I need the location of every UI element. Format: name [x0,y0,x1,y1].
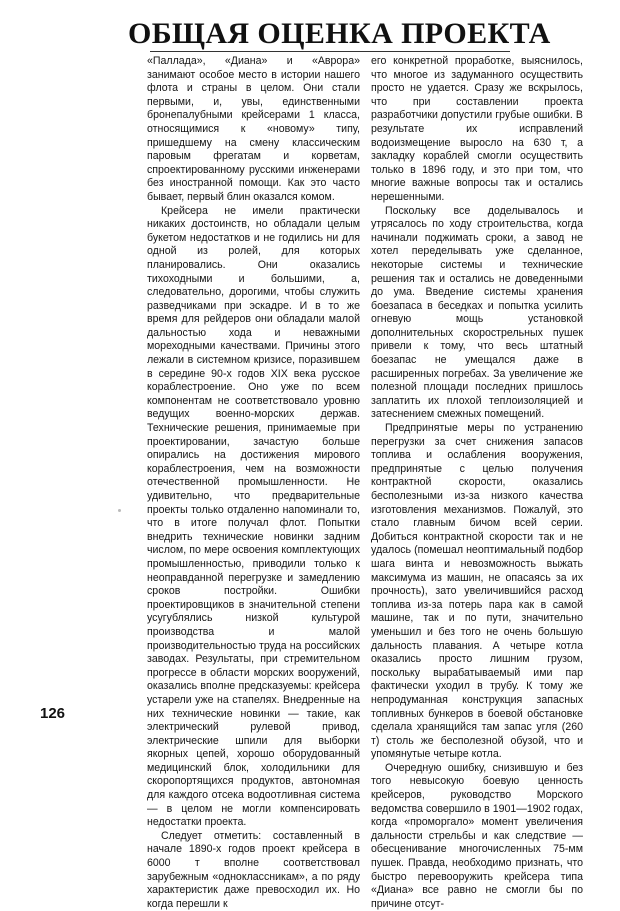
right-paragraph-3: Предпринятые меры по устранению перегрузки за счет снижения запасов топлива и ослабления вооружения, предпринятые с целью получения контрактной скорости, оказались бесполезными из-за низкого качества изготовления механизмов. Пожалуй, это стало главным бичом всей серии. Добиться контрактной скорости так и не удалось (помешал неоптимальный подбор шага винта и невозможность выжать максимума из машин, не опасаясь за их прочность), зато увеличившийся расход топлива из-за потерь пара как в самой машине, так и по пути, значительно уменьшил и без того не очень большую дальность плавания. А четыре котла оказались просто лишним грузом, поскольку вырабатываемый ими пар фактически уходил в трубу. К тому же непродуманная конструкция запасных топливных бункеров в боевой обстановке сделала хранящийся там запас угля (260 т) столь же бесполезной обузой, что и упомянутые четыре котла. [371,422,583,761]
right-paragraph-2: Поскольку все доделывалось и утрясалось по ходу строительства, когда начинали поджимать сроки, а завод не хотел переделывать уже сделанное, некоторые системы и технические решения так и остались не доведенными до ума. Введение системы хранения боезапаса в беседках и попытка усилить огневую мощь установкой дополнительных скорострельных пушек привели к тому, что весь штатный боезапас не умещался даже в расширенных погребах. За увеличение же полезной площади последних пришлось заплатить их плохой теплоизоляцией и затеснением смежных помещений. [371,204,583,421]
page-number: 126 [40,705,66,722]
left-paragraph-3: Следует отметить: составленный в начале 1890-х годов проект крейсера в 6000 т вполне соответствовал зарубежным «одноклассникам», а по ряду характеристик даже превосходил их. Но когда перешли к [147,829,360,910]
right-paragraph-4: Очередную ошибку, снизившую и без того невысокую боевую ценность крейсеров, руководство Морского ведомства совершило в 1901—1902 годах, когда «проморгало» момент увеличения дальности стрельбы и как следствие — обесценивание многочисленных 75-мм пушек. Правда, необходимо признать, что быстро перевооружить крейсера типа «Диана» все равно не смогли бы по причине отсут- [371,761,584,910]
left-paragraph-1: «Паллада», «Диана» и «Аврора» занимают особое место в истории нашего флота и страны в целом. Они стали первыми, и, увы, единственными бронепалубными крейсерами 1 класса, относящимися к «новому» типу, пришедшему на смену классическим паровым фрегатам и корветам, спроектированному русскими инженерами без иностранной помощи. Как это часто бывает, первый блин оказался комом. [147,55,360,203]
scan-speck [118,509,121,512]
right-text-column [371,55,584,910]
right-paragraph-1: его конкретной проработке, выяснилось, что многое из задуманного осуществить просто не удается. Сразу же вскрылось, что при составлении проекта разработчики допустили грубые ошибки. В результате их исправлений водоизмещение выросло на 630 т, а закладку кораблей смогли осуществить только в 1896 году, и это при том, что многие важные вопросы так и остались нерешенными. [371,55,583,203]
page-title: ОБЩАЯ ОЦЕНКА ПРОЕКТА [128,17,551,50]
title-underline [150,51,510,52]
left-paragraph-2: Крейсера не имели практически никаких достоинств, но обладали целым букетом недостатков и не годились ни для одной из ролей, для которых планировались. Они оказались тихоходными и большими, а, следовательно, дорогими, чтобы служить разведчиками при эскадре. И в то же время для рейдеров они обладали малой дальностью хода и неважными мореходными качествами. Причины этого лежали в системном кризисе, поразившем в середине 90-х годов XIX века русское кораблестроение. Оно уже по всем компонентам не соответствовало уровню ведущих военно-морских держав. Технические решения, принимаемые при проектировании, зачастую больше опирались на достижения мирового кораблестроения, чем на возможности отечественной промышленности. Не удивительно, что предварительные проекты только отдаленно напоминали то, что в итоге получал флот. Попытки внедрить технические новинки задним числом, по мере освоения комплектующих промышленностью, приводили только к неоправданной перегрузке и замедлению сроков постройки. Ошибки проектировщиков в значительной степени усугублялись низкой культурой производства и малой производительностью труда на российских заводах. Результаты, при стремительном прогрессе в области морских вооружений, оказались вполне предсказуемы: крейсера устарели уже на стапелях. Внедренные на них технические новинки — такие, как электрический рулевой привод, электрические шпили для выборки якорных цепей, хорошо оборудованный медицинский блок, холодильники для скоропортящихся продуктов, автономная для каждого отсека водоотливная система — в целом не могли компенсировать недостатки проекта. [147,204,360,829]
left-text-column [147,55,360,910]
